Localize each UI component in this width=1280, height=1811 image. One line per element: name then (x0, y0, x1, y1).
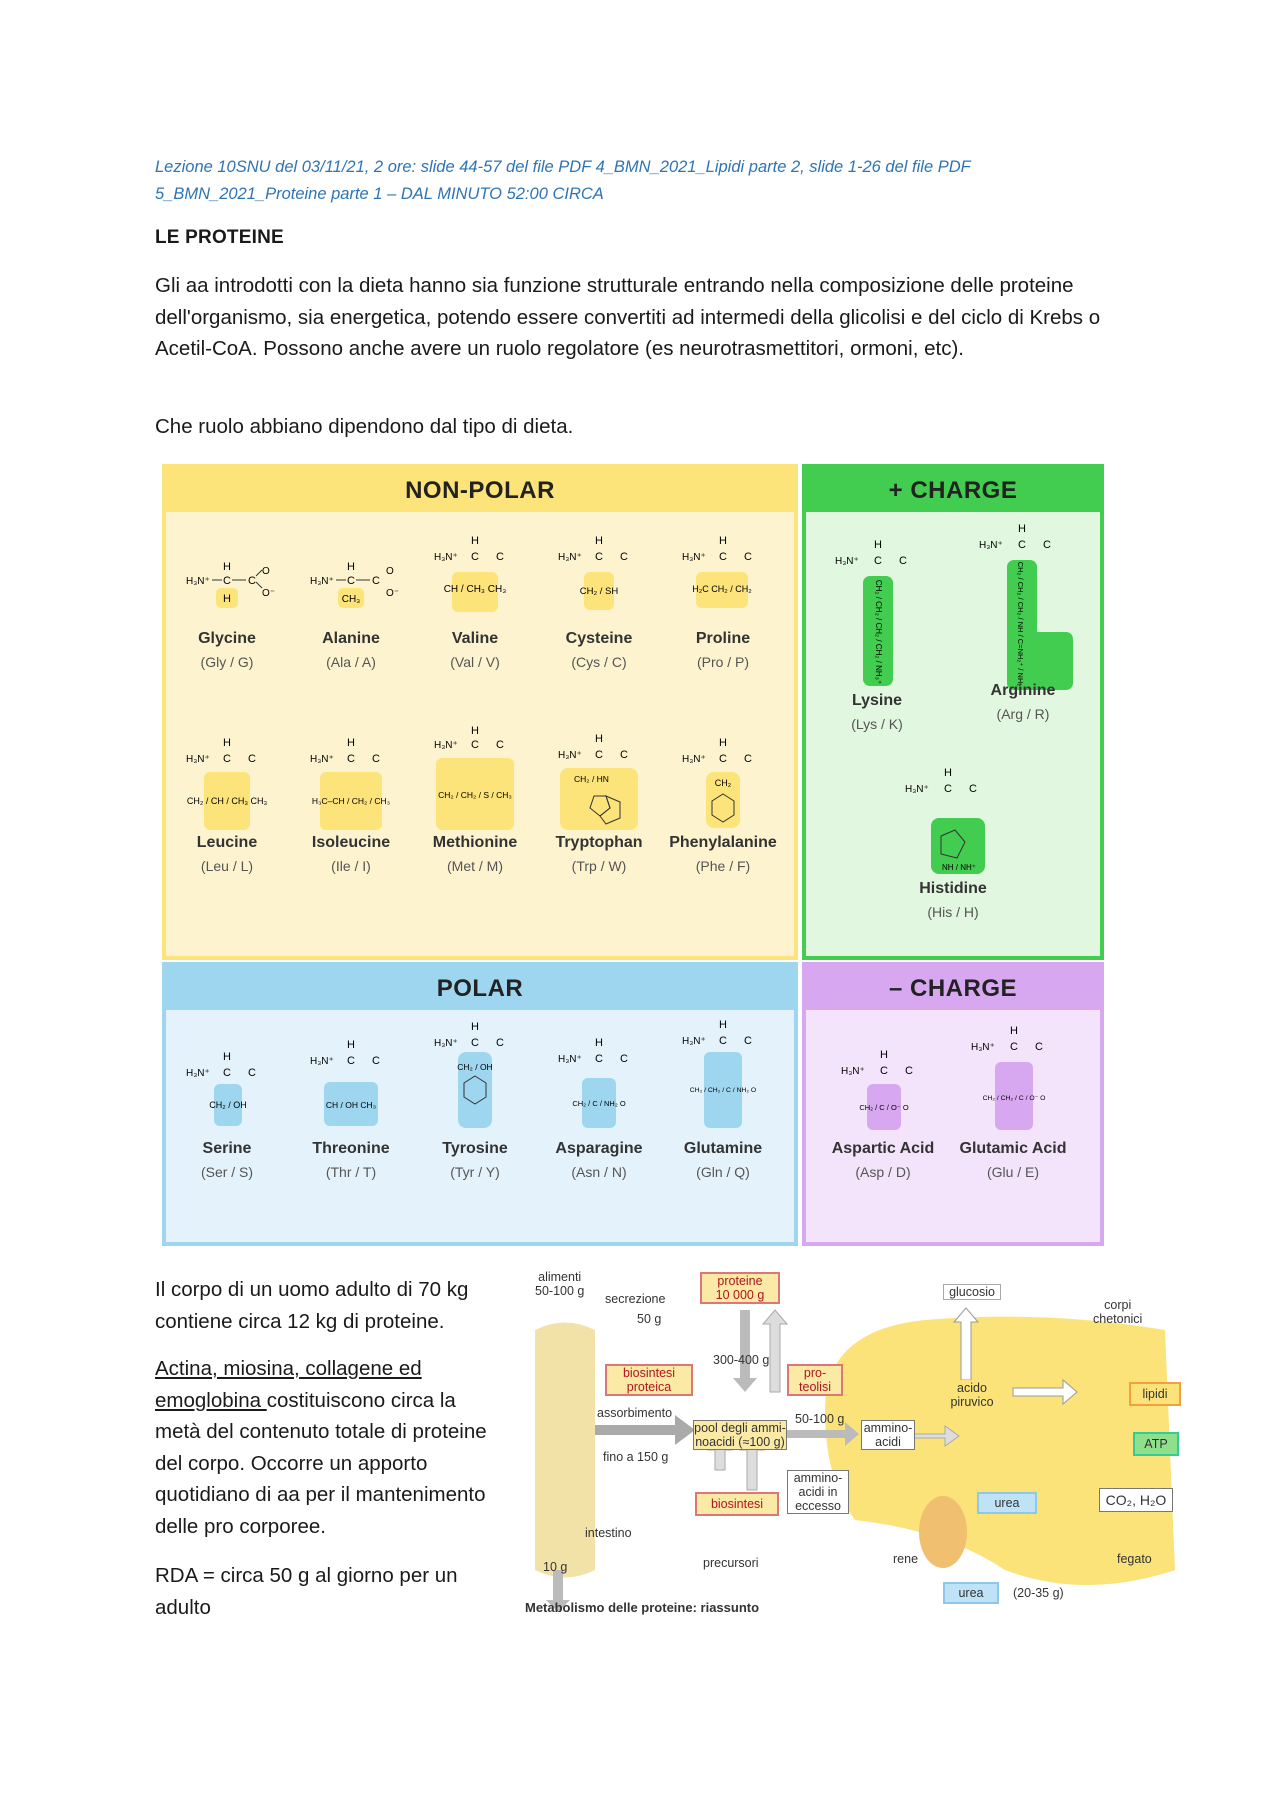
aa-name: Glycine (198, 630, 256, 647)
aa-name: Alanine (322, 630, 380, 647)
svg-text:C: C (719, 551, 727, 563)
svg-text:C: C (248, 575, 256, 587)
aa-abbr: (Ala / A) (326, 654, 376, 670)
svg-text:CH / OH CH₃: CH / OH CH₃ (325, 1100, 377, 1110)
aa-name: Tryptophan (555, 834, 643, 851)
box-urea-out: urea (943, 1582, 999, 1604)
svg-text:CH / CH₃ CH₃: CH / CH₃ CH₃ (443, 584, 507, 595)
svg-text:C: C (1043, 539, 1051, 551)
box-acido-piruvico: acido piruvico (939, 1380, 1005, 1410)
svg-text:H: H (223, 1051, 231, 1063)
svg-text:H: H (944, 767, 952, 779)
aa-abbr: (Phe / F) (695, 858, 751, 874)
svg-text:C: C (248, 753, 256, 765)
aa-name: Glutamic Acid (959, 1140, 1067, 1157)
aa-phenylalanine (660, 724, 786, 874)
svg-text:H₃N⁺: H₃N⁺ (835, 556, 859, 567)
svg-text:NH / NH⁺: NH / NH⁺ (942, 863, 976, 872)
svg-text:O⁻: O⁻ (386, 588, 400, 599)
aa-name: Cysteine (565, 630, 633, 647)
svg-text:H: H (471, 725, 479, 737)
paragraph-rest: costituiscono circa la metà del contenuto totale di proteine del corpo. Occorre un apporto quotidiano di aa per il mantenimento delle pro corporee. (155, 1388, 487, 1538)
aa-name: Tyrosine (442, 1140, 508, 1157)
svg-text:C: C (1018, 539, 1026, 551)
svg-text:H₃N⁺: H₃N⁺ (971, 1042, 995, 1053)
aa-name: Methionine (432, 834, 518, 851)
aa-asparagine (536, 1018, 662, 1180)
positive-banner: + CHARGE (806, 468, 1100, 512)
aa-abbr: (Asp / D) (855, 1164, 911, 1180)
underlined-proteins: Actina, miosina, collagene ed emoglobina (155, 1357, 422, 1412)
svg-text:H₃N⁺: H₃N⁺ (310, 576, 334, 587)
negative-banner: – CHARGE (806, 966, 1100, 1010)
aa-abbr: (Arg / R) (996, 706, 1050, 722)
amino-acid-chart (160, 462, 1110, 1252)
svg-text:CH₂ / OH: CH₂ / OH (457, 1062, 493, 1072)
svg-text:H: H (874, 539, 882, 551)
svg-text:CH₂ / CH₂ / C / NH₂ O: CH₂ / CH₂ / C / NH₂ O (689, 1087, 757, 1094)
svg-text:H: H (595, 733, 603, 745)
label-fino-a: fino a 150 g (603, 1450, 669, 1464)
aa-abbr: (Trp / W) (571, 858, 627, 874)
svg-text:H₃N⁺: H₃N⁺ (979, 540, 1003, 551)
svg-text:H₃N⁺: H₃N⁺ (558, 1054, 582, 1065)
svg-text:CH₂ / HN: CH₂ / HN (574, 774, 609, 784)
aa-name: Valine (451, 630, 499, 647)
polar-banner: POLAR (166, 966, 794, 1010)
paragraph-major-proteins (155, 1353, 500, 1542)
aa-abbr: (Glu / E) (986, 1164, 1040, 1180)
serine-structure (172, 1018, 282, 1140)
svg-text:C: C (471, 551, 479, 563)
box-lipidi: lipidi (1129, 1382, 1181, 1406)
methionine-structure (420, 724, 530, 834)
svg-text:C: C (744, 753, 752, 765)
svg-text:C: C (372, 1055, 380, 1067)
svg-text:H₃N⁺: H₃N⁺ (682, 754, 706, 765)
label-alimenti: alimenti 50-100 g (535, 1270, 585, 1298)
lesson-header (155, 154, 1135, 208)
aa-name: Aspartic Acid (831, 1140, 935, 1157)
svg-text:H: H (595, 535, 603, 547)
svg-text:O: O (262, 566, 270, 577)
arginine-structure (963, 518, 1083, 692)
svg-text:C: C (880, 1065, 888, 1077)
aa-abbr: (Gln / Q) (696, 1164, 750, 1180)
svg-text:C: C (969, 783, 977, 795)
svg-text:C: C (248, 1067, 256, 1079)
aa-threonine (288, 1018, 414, 1180)
svg-text:H₃N⁺: H₃N⁺ (310, 1056, 334, 1067)
svg-text:C: C (372, 753, 380, 765)
svg-text:H₃N⁺: H₃N⁺ (310, 754, 334, 765)
aa-glutamic-acid (950, 1018, 1076, 1180)
metabolism-shapes (525, 1270, 1185, 1610)
aa-methionine (412, 724, 538, 874)
tyrosine-structure (420, 1018, 530, 1140)
aa-valine (412, 532, 538, 670)
svg-text:C: C (719, 1035, 727, 1047)
paragraph-diet: Che ruolo abbiano dipendono dal tipo di dieta. (155, 415, 574, 438)
metabolism-diagram (525, 1270, 1185, 1630)
svg-text:O: O (386, 566, 394, 577)
box-pool: pool degli ammi- noacidi (≈100 g) (694, 1421, 786, 1449)
paragraph-rda: RDA = circa 50 g al giorno per un adulto (155, 1564, 458, 1619)
svg-text:H₃N⁺: H₃N⁺ (186, 576, 210, 587)
svg-text:CH₂ / C / NH₂ O: CH₂ / C / NH₂ O (572, 1099, 626, 1108)
box-co2: CO₂, H₂O (1099, 1488, 1173, 1512)
isoleucine-structure (296, 724, 406, 834)
aa-name: Leucine (196, 834, 258, 851)
svg-text:C: C (223, 1067, 231, 1079)
svg-text:C: C (347, 753, 355, 765)
svg-text:CH₂ / OH: CH₂ / OH (209, 1100, 247, 1110)
svg-text:C: C (223, 753, 231, 765)
aa-name: Proline (695, 630, 751, 647)
aa-abbr: (Thr / T) (325, 1164, 377, 1180)
paragraph-body-protein: Il corpo di un uomo adulto di 70 kg contiene circa 12 kg di proteine. (155, 1278, 469, 1333)
svg-text:O⁻: O⁻ (262, 588, 276, 599)
svg-text:C: C (744, 1035, 752, 1047)
label-intestino: intestino (585, 1526, 632, 1540)
aa-name: Glutamine (683, 1140, 763, 1157)
svg-text:H₃N⁺: H₃N⁺ (558, 750, 582, 761)
svg-text:H: H (719, 535, 727, 547)
aa-leucine (164, 724, 290, 874)
svg-text:C: C (620, 551, 628, 563)
header-line-1: Lezione 10SNU del 03/11/21, 2 ore: slide 44-57 del file PDF 4_BMN_2021_Lipidi parte 2, slide 1-26 del file PDF (155, 158, 971, 176)
label-fegato: fegato (1117, 1552, 1152, 1566)
svg-text:CH₂ / CH₂ / CH₂ / NH / C=NH₂⁺: CH₂ / CH₂ / CH₂ / NH / C=NH₂⁺ / NH₂ (1016, 561, 1025, 687)
svg-text:CH₂: CH₂ (714, 778, 732, 788)
aa-abbr: (Cys / C) (571, 654, 627, 670)
label-secrezione-amount: 50 g (637, 1312, 662, 1326)
label-turnover: 300-400 g (713, 1353, 770, 1367)
svg-text:H: H (1018, 523, 1026, 535)
aa-abbr: (Lys / K) (851, 716, 903, 732)
glutamine-structure (668, 1018, 778, 1140)
svg-text:CH₂ / C / O⁻ O: CH₂ / C / O⁻ O (859, 1103, 909, 1112)
svg-text:C: C (223, 575, 231, 587)
svg-text:H: H (223, 593, 231, 605)
aa-histidine (890, 762, 1016, 920)
aa-arginine (960, 518, 1086, 722)
tryptophan-structure (544, 724, 654, 834)
header-line-2: 5_BMN_2021_Proteine parte 1 – DAL MINUTO 52:00 CIRCA (155, 185, 604, 203)
aa-abbr: (Gly / G) (200, 654, 254, 670)
svg-text:C: C (471, 1037, 479, 1049)
svg-text:C: C (620, 1053, 628, 1065)
aspartic-acid-structure (823, 1018, 943, 1140)
box-biosintesi: biosintesi (695, 1492, 779, 1516)
svg-text:H: H (347, 737, 355, 749)
aa-abbr: (Asn / N) (571, 1164, 627, 1180)
svg-text:C: C (496, 1037, 504, 1049)
aa-tryptophan (536, 724, 662, 874)
svg-text:H₃N⁺: H₃N⁺ (682, 552, 706, 563)
aa-alanine (288, 532, 414, 670)
aa-abbr: (Met / M) (447, 858, 503, 874)
aa-abbr: (Pro / P) (696, 654, 750, 670)
label-corpi-chetonici: corpi chetonici (1093, 1298, 1143, 1326)
svg-text:H: H (719, 737, 727, 749)
label-urea-amount: (20-35 g) (1013, 1586, 1064, 1600)
aa-name: Histidine (919, 880, 987, 897)
svg-text:C: C (595, 749, 603, 761)
svg-text:H: H (347, 1039, 355, 1051)
svg-text:C: C (944, 783, 952, 795)
svg-text:H: H (347, 561, 355, 573)
svg-text:H: H (719, 1019, 727, 1031)
aa-lysine (814, 532, 940, 732)
svg-text:C: C (595, 551, 603, 563)
label-precursori: precursori (703, 1556, 759, 1570)
svg-text:H₃N⁺: H₃N⁺ (434, 740, 458, 751)
svg-text:H₃N⁺: H₃N⁺ (841, 1066, 865, 1077)
phenylalanine-structure (668, 724, 778, 834)
label-rene: rene (893, 1552, 919, 1566)
svg-text:H: H (595, 1037, 603, 1049)
svg-text:C: C (719, 753, 727, 765)
box-atp: ATP (1133, 1432, 1179, 1456)
svg-text:CH₂ / CH / CH₃ CH₃: CH₂ / CH / CH₃ CH₃ (186, 796, 268, 806)
aa-abbr: (Tyr / Y) (450, 1164, 500, 1180)
label-secrezione: secrezione (605, 1292, 666, 1306)
box-amminoacidi: ammino- acidi (861, 1420, 915, 1450)
aa-name: Isoleucine (311, 834, 391, 851)
diagram-caption: Metabolismo delle proteine: riassunto (525, 1600, 760, 1615)
box-proteolisi: pro- teolisi (787, 1364, 843, 1396)
label-feces-amount: 10 g (543, 1560, 568, 1574)
histidine-structure (893, 762, 1013, 880)
svg-text:H₂C CH₂ / CH₂: H₂C CH₂ / CH₂ (692, 584, 752, 594)
svg-text:H₃N⁺: H₃N⁺ (186, 754, 210, 765)
svg-text:H₃C–CH / CH₂ / CH₃: H₃C–CH / CH₂ / CH₃ (311, 796, 391, 806)
aa-abbr: (Ile / I) (331, 858, 371, 874)
aa-aspartic-acid (820, 1018, 946, 1180)
aa-serine (164, 1018, 290, 1180)
svg-text:C: C (744, 551, 752, 563)
proline-structure (668, 532, 778, 624)
box-glucosio: glucosio (943, 1284, 1001, 1300)
box-biosintesi-proteica: biosintesi proteica (605, 1364, 693, 1396)
aa-cysteine (536, 532, 662, 670)
svg-text:H: H (223, 737, 231, 749)
svg-text:CH₂ / CH₂ / S / CH₃: CH₂ / CH₂ / S / CH₃ (438, 790, 512, 800)
svg-text:C: C (372, 575, 380, 587)
svg-text:C: C (496, 551, 504, 563)
svg-text:H: H (880, 1049, 888, 1061)
leucine-structure (172, 724, 282, 834)
page-title: LE PROTEINE (155, 227, 284, 248)
svg-text:C: C (471, 739, 479, 751)
aa-name: Lysine (851, 692, 903, 709)
svg-text:H: H (471, 535, 479, 547)
svg-text:H: H (471, 1021, 479, 1033)
cysteine-structure (544, 532, 654, 624)
label-to-liver-amount: 50-100 g (795, 1412, 845, 1426)
box-eccesso: ammino- acidi in eccesso (787, 1470, 849, 1514)
svg-text:CH₃: CH₃ (341, 594, 361, 605)
alanine-structure (296, 532, 406, 624)
aa-abbr: (Leu / L) (200, 858, 254, 874)
svg-text:H₃N⁺: H₃N⁺ (682, 1036, 706, 1047)
svg-text:C: C (347, 1055, 355, 1067)
svg-text:CH₂ / CH₂ / C / O⁻ O: CH₂ / CH₂ / C / O⁻ O (982, 1095, 1046, 1102)
svg-text:CH₂ / CH₂ / CH₂ / CH₂ / NH₃⁺: CH₂ / CH₂ / CH₂ / CH₂ / NH₃⁺ (874, 579, 883, 685)
paragraph-intro: Gli aa introdotti con la dieta hanno sia funzione strutturale entrando nella composizione delle proteine dell'organismo, sia energetica, potendo essere convertiti ad intermedi della glicolisi e del ciclo di Krebs o Acetil-CoA. Possono anche avere un ruolo regolatore (es neurotrasmettitori, ormoni, etc). (155, 274, 1101, 360)
glycine-structure (172, 532, 282, 624)
svg-text:C: C (347, 575, 355, 587)
aa-name: Serine (202, 1140, 252, 1157)
svg-text:H: H (1010, 1025, 1018, 1037)
aa-proline (660, 532, 786, 670)
aa-name: Asparagine (555, 1140, 643, 1157)
aa-glutamine (660, 1018, 786, 1180)
svg-text:C: C (595, 1053, 603, 1065)
aa-name: Phenylalanine (669, 834, 777, 851)
svg-text:C: C (874, 555, 882, 567)
svg-text:H₃N⁺: H₃N⁺ (434, 552, 458, 563)
asparagine-structure (544, 1018, 654, 1140)
aa-abbr: (Ser / S) (200, 1164, 254, 1180)
svg-text:C: C (899, 555, 907, 567)
aa-isoleucine (288, 724, 414, 874)
svg-text:C: C (1010, 1041, 1018, 1053)
svg-text:H: H (223, 561, 231, 573)
threonine-structure (296, 1018, 406, 1140)
svg-text:C: C (620, 749, 628, 761)
svg-text:C: C (496, 739, 504, 751)
aa-glycine (164, 532, 290, 670)
aa-abbr: (Val / V) (450, 654, 500, 670)
svg-text:H₃N⁺: H₃N⁺ (905, 784, 929, 795)
lysine-structure (817, 532, 937, 692)
label-assorbimento: assorbimento (597, 1406, 673, 1420)
svg-text:H₃N⁺: H₃N⁺ (186, 1068, 210, 1079)
aa-tyrosine (412, 1018, 538, 1180)
svg-text:C: C (905, 1065, 913, 1077)
svg-text:H₃N⁺: H₃N⁺ (558, 552, 582, 563)
nonpolar-banner: NON-POLAR (166, 468, 794, 512)
box-proteine: proteine 10 000 g (700, 1272, 780, 1304)
svg-text:CH₂ / SH: CH₂ / SH (579, 586, 619, 597)
aa-abbr: (His / H) (927, 904, 979, 920)
aa-name: Arginine (990, 682, 1056, 699)
box-urea: urea (977, 1492, 1037, 1514)
aa-name: Threonine (312, 1140, 390, 1157)
svg-text:H₃N⁺: H₃N⁺ (434, 1038, 458, 1049)
valine-structure (420, 532, 530, 624)
glutamic-acid-structure (953, 1018, 1073, 1140)
svg-text:C: C (1035, 1041, 1043, 1053)
